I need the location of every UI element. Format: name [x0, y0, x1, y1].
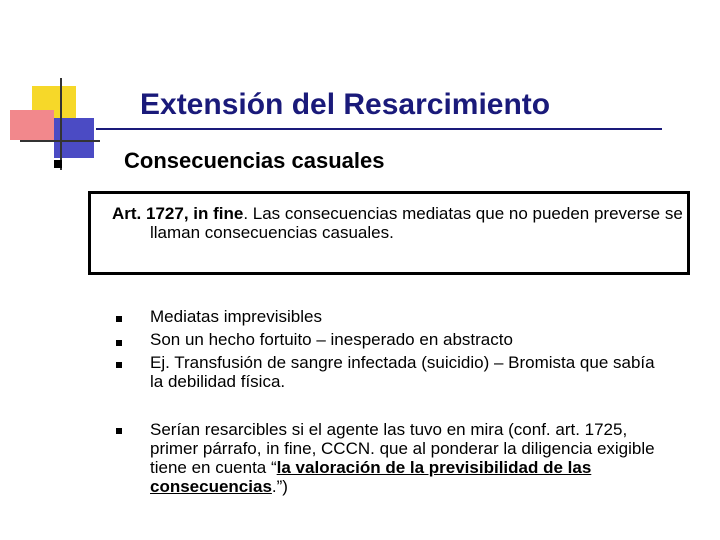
- bullet-square-icon: [116, 316, 122, 322]
- bullet-square-icon: [116, 428, 122, 434]
- decor-horizontal-line: [20, 140, 100, 142]
- last-item-text: Serían resarcibles si el agente las tuvo en mira (conf. art. 1725, primer párrafo, in fine, CCCN. que al ponderar la diligencia exigible tiene en cuenta “: [150, 420, 655, 477]
- decor-red-rect: [10, 110, 54, 140]
- list-item-resarcibles: [150, 420, 670, 496]
- list-item: Ej. Transfusión de sangre infectada (suicidio) – Bromista que sabía la debilidad física.: [150, 353, 655, 391]
- article-quote: [112, 204, 690, 242]
- article-reference: Art. 1727, in fine: [112, 204, 244, 223]
- list-item: Mediatas imprevisibles: [150, 307, 322, 326]
- bullet-square-icon: [116, 340, 122, 346]
- list-item: Son un hecho fortuito – inesperado en abstracto: [150, 330, 513, 349]
- decor-vertical-line: [60, 78, 62, 170]
- bullet-square-icon: [54, 160, 62, 168]
- last-item-emphasis: la valoración de la previsibilidad de las consecuencias: [150, 458, 592, 496]
- title-underline-rule: [96, 128, 662, 130]
- bullet-square-icon: [116, 362, 122, 368]
- slide-title: Extensión del Resarcimiento: [140, 88, 551, 121]
- subtitle: Consecuencias casuales: [124, 148, 385, 173]
- article-body: . Las consecuencias mediatas que no pueden preverse se llaman consecuencias casuales.: [150, 204, 683, 242]
- last-item-closing: .”): [271, 477, 288, 496]
